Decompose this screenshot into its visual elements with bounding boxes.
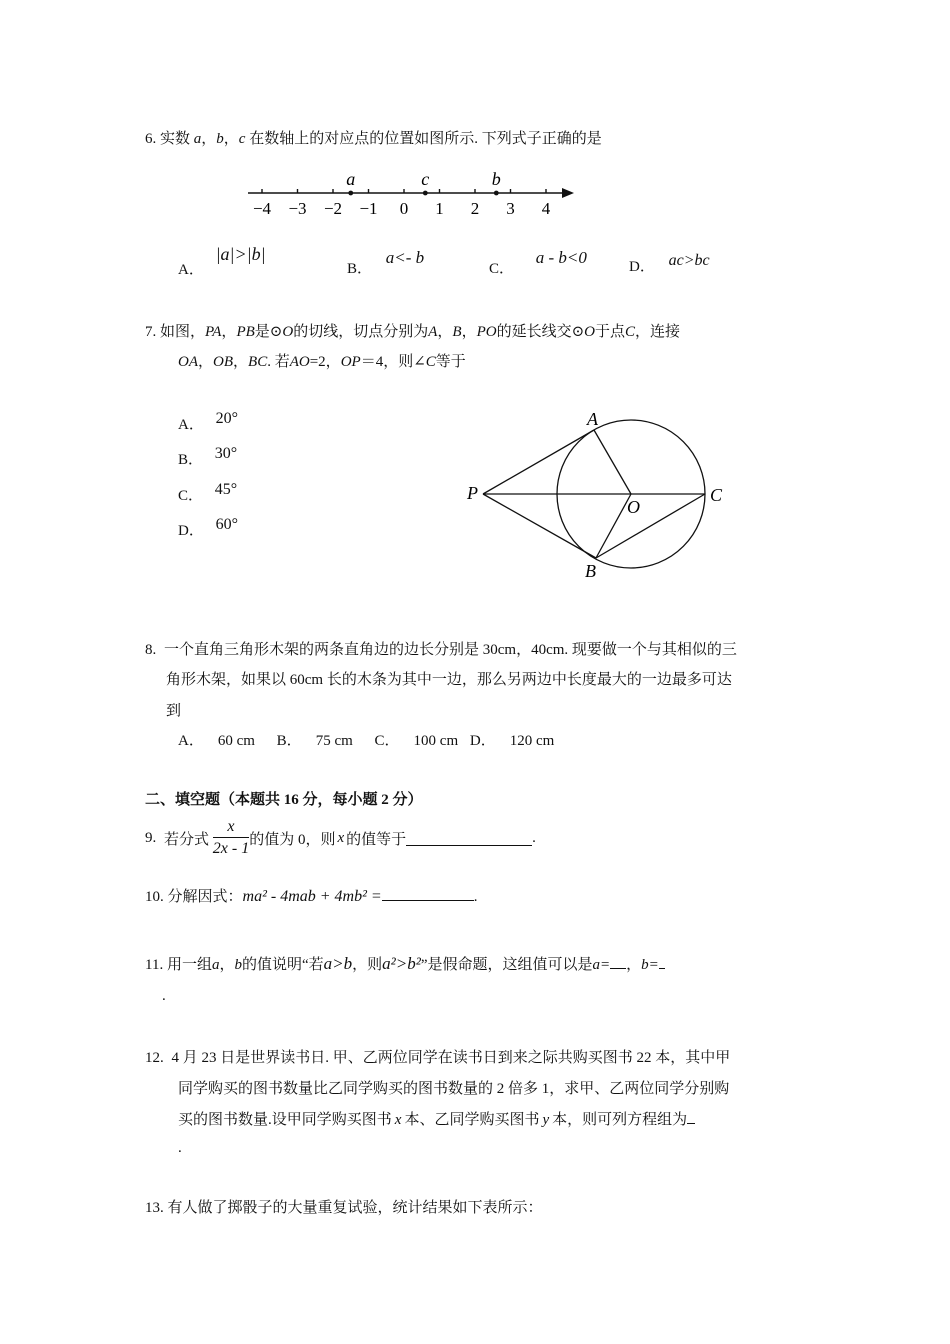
q12-line3: 买的图书数量.设甲同学购买图书 x 本、乙同学购买图书 y 本，则可列方程组为 [178,1108,695,1129]
q11-line1: 11. 用一组a，b的值说明“若a>b，则a²>b²”是假命题，这组值可以是a= ，b= [145,953,665,974]
q7-option-d[interactable]: D． 60° [178,516,238,539]
q12-end: . [178,1140,182,1156]
q9-fraction: $\frac{x}{2x - 1}$ [212,818,250,857]
q6-option-a-label: A． [178,262,204,278]
tick-label: −2 [323,199,343,218]
q11-a-blank[interactable] [610,954,626,969]
q8-option-c[interactable]: C． 100 cm [374,733,459,749]
tick-label: 4 [541,199,551,218]
q7-option-a[interactable]: A． 20° [178,410,238,433]
q8-line3: 到 [166,703,182,719]
q7-option-c[interactable]: C． 45° [178,481,238,504]
q6-option-c[interactable] [489,248,587,278]
segment-oa [594,430,631,494]
point-label-c: c [421,169,430,189]
label-a: A [587,409,598,429]
point-a [348,191,353,196]
q6-option-b-label: B． [347,261,373,277]
q6-option-d-label: D． [629,259,655,275]
q6-option-a-expr: |a|>|b| [215,244,266,264]
q7-stem-line1: 7. 如图，PA，PB是⊙O的切线，切点分别为A，B，PO的延长线交⊙O于点C，连接 [145,324,681,340]
q6-option-b[interactable] [347,248,424,278]
q10-answer-blank[interactable] [382,886,474,901]
tick-label: 0 [399,199,409,218]
q6-option-d-expr: ac>bc [668,252,710,269]
q9: 9. 若分式 $\frac{x}{2x - 1}$ 的值为 0，则 x 的值等于 . [145,817,536,860]
label-b: B [585,561,596,581]
point-label-a: a [346,169,356,189]
q8-line1: 8. 一个直角三角形木架的两条直角边的边长分别是 30cm，40cm. 现要做一个与其相似的三 [145,642,737,658]
q11-b-blank[interactable] [659,954,665,969]
tangent-pb [483,494,596,558]
tick-label: −1 [359,199,378,218]
number-line-arrow [562,188,574,198]
q12-answer-blank[interactable] [687,1109,695,1124]
tangent-pa [483,430,594,494]
tick-label: 3 [506,199,515,218]
q10-expr: ma² - 4mab + 4mb² = [242,888,382,905]
q6-option-d[interactable] [629,252,710,276]
q8-option-d[interactable]: D． 120 cm [469,733,555,749]
q8-options [178,729,554,750]
q6-option-b-expr: a<- b [385,248,425,267]
q6-option-c-label: C． [489,261,515,277]
q12-line2: 同学购买的图书数量比乙同学购买的图书数量的 2 倍多 1，求甲、乙两位同学分别购 [178,1081,730,1097]
segment-bc [596,494,705,558]
tick-label: 2 [470,199,480,218]
label-o: O [627,497,640,517]
circle-tangent-figure [465,405,740,585]
q13: 13. 有人做了掷骰子的大量重复试验，统计结果如下表所示： [145,1200,543,1216]
q11-end: . [162,988,166,1004]
tick-label: −4 [252,199,272,218]
point-c [423,191,428,196]
tick-label: 1 [435,199,444,218]
q8-option-b[interactable]: B． 75 cm [276,733,353,749]
q12-line1: 12. 4 月 23 日是世界读书日. 甲、乙两位同学在读书日到来之际共购买图书 22 本，其中甲 [145,1050,731,1066]
point-b [494,191,499,196]
q8-option-a[interactable]: A． 60 cm [178,733,255,749]
q9-answer-blank[interactable] [406,831,532,846]
q6-stem: 6. 实数 a，b，c 在数轴上的对应点的位置如图所示. 下列式子正确的是 [145,131,602,147]
tick-label: −3 [288,199,307,218]
point-label-b: b [491,169,501,189]
number-line-figure [240,165,585,220]
section-2-title: 二、填空题（本题共 16 分，每小题 2 分） [145,792,423,808]
q7-stem-line2: OA，OB，BC. 若AO=2，OP＝4，则∠C等于 [178,354,466,370]
q6-option-c-expr: a - b<0 [535,248,587,267]
q10: 10. 分解因式：ma² - 4mab + 4mb² = . [145,888,478,905]
label-p: P [467,483,478,503]
label-c: C [710,485,723,505]
q8-line2: 角形木架，如果以 60cm 长的木条为其中一边，那么另两边中长度最大的一边最多可达 [166,672,732,688]
q6-option-a[interactable] [178,244,266,279]
q7-option-b[interactable]: B． 30° [178,445,238,468]
